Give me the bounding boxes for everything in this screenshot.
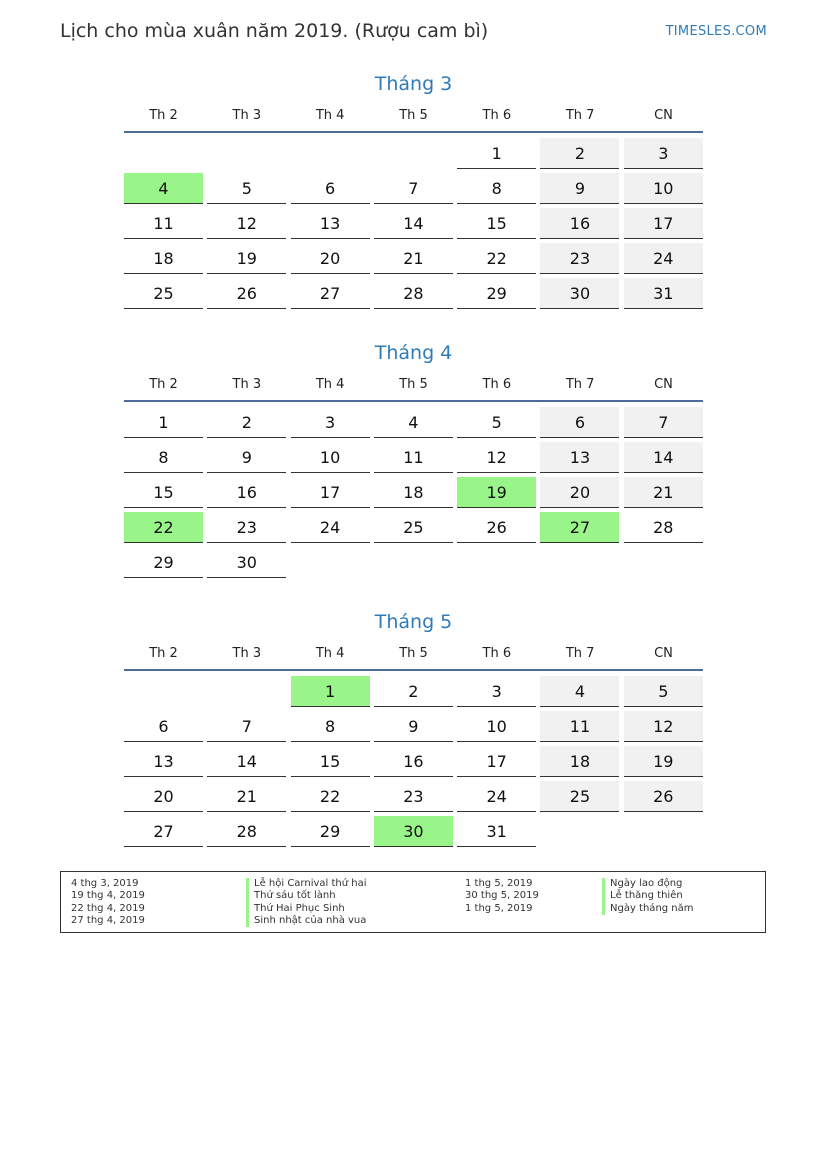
day-cell: 26 <box>207 278 286 309</box>
weekday-label: Th 5 <box>399 377 428 392</box>
weekday-label: Th 3 <box>232 377 262 392</box>
month-section <box>124 70 703 309</box>
weekday-label: Th 3 <box>232 646 262 661</box>
day-cell: 21 <box>624 477 703 508</box>
day-cell: 8 <box>291 711 370 742</box>
day-cell: 12 <box>207 208 286 239</box>
day-cell: 27 <box>291 278 370 309</box>
day-cell: 3 <box>624 138 703 169</box>
empty-day-cell <box>291 547 370 578</box>
empty-day-cell <box>207 676 286 707</box>
legend-holiday-name: Ngày lao động <box>602 878 694 890</box>
day-cell: 27 <box>124 816 203 847</box>
weekday-header <box>124 108 703 133</box>
holiday-legend <box>60 871 766 933</box>
month-title: Tháng 3 <box>374 73 453 95</box>
day-cell: 2 <box>540 138 619 169</box>
day-cell: 24 <box>291 512 370 543</box>
day-cell: 24 <box>624 243 703 274</box>
legend-date: 27 thg 4, 2019 <box>71 914 145 926</box>
day-cell: 28 <box>207 816 286 847</box>
site-link[interactable]: TIMESLES.COM <box>665 24 767 39</box>
day-cell: 30 <box>207 547 286 578</box>
day-cell: 3 <box>457 676 536 707</box>
day-cell: 11 <box>374 442 453 473</box>
empty-day-cell <box>207 138 286 169</box>
day-cell: 18 <box>124 243 203 274</box>
month-section <box>124 339 703 578</box>
legend-date: 30 thg 5, 2019 <box>465 890 539 902</box>
legend-right-dates <box>465 878 539 915</box>
day-cell: 13 <box>124 746 203 777</box>
day-cell: 11 <box>124 208 203 239</box>
day-cell: 23 <box>374 781 453 812</box>
empty-day-cell <box>374 547 453 578</box>
empty-day-cell <box>624 547 703 578</box>
day-cell: 8 <box>124 442 203 473</box>
day-cell: 17 <box>291 477 370 508</box>
day-cell: 16 <box>207 477 286 508</box>
day-cell: 13 <box>291 208 370 239</box>
day-cell: 26 <box>624 781 703 812</box>
legend-holiday-name: Sinh nhật của nhà vua <box>246 915 367 927</box>
day-cell: 25 <box>374 512 453 543</box>
day-grid <box>124 407 703 578</box>
weekday-label: Th 6 <box>482 108 512 123</box>
day-cell: 14 <box>207 746 286 777</box>
legend-date: 22 thg 4, 2019 <box>71 902 145 914</box>
day-cell: 6 <box>124 711 203 742</box>
weekday-label: Th 3 <box>232 108 262 123</box>
day-cell: 14 <box>624 442 703 473</box>
empty-day-cell <box>374 138 453 169</box>
day-cell: 20 <box>124 781 203 812</box>
day-grid <box>124 138 703 309</box>
legend-date: 1 thg 5, 2019 <box>465 878 533 889</box>
empty-day-cell <box>124 138 203 169</box>
legend-holiday-name: Thứ Hai Phục Sinh <box>246 903 367 915</box>
day-cell: 10 <box>291 442 370 473</box>
day-cell: 30 <box>540 278 619 309</box>
day-cell: 9 <box>374 711 453 742</box>
day-cell: 24 <box>457 781 536 812</box>
day-cell: 21 <box>207 781 286 812</box>
weekday-label: Th 5 <box>399 646 428 661</box>
day-cell: 16 <box>540 208 619 239</box>
day-cell: 11 <box>540 711 619 742</box>
day-cell: 29 <box>124 547 203 578</box>
legend-left-names <box>246 878 367 927</box>
day-cell: 15 <box>291 746 370 777</box>
weekday-label: Th 7 <box>565 108 595 123</box>
day-cell: 15 <box>457 208 536 239</box>
weekday-label: Th 6 <box>482 646 512 661</box>
day-cell: 8 <box>457 173 536 204</box>
weekday-label: Th 5 <box>399 108 428 123</box>
weekday-label: Th 4 <box>315 646 345 661</box>
day-cell: 5 <box>624 676 703 707</box>
weekday-header <box>124 377 703 402</box>
empty-day-cell <box>540 816 619 847</box>
day-cell: 18 <box>374 477 453 508</box>
page-title: Lịch cho mùa xuân năm 2019. (Rượu cam bì) <box>60 20 489 42</box>
day-cell: 22 <box>291 781 370 812</box>
day-cell: 16 <box>374 746 453 777</box>
weekday-label: Th 2 <box>149 377 178 392</box>
legend-right-names <box>602 878 694 915</box>
day-cell: 23 <box>207 512 286 543</box>
empty-day-cell <box>291 138 370 169</box>
day-cell: 18 <box>540 746 619 777</box>
weekday-label: Th 2 <box>149 646 178 661</box>
day-cell: 21 <box>374 243 453 274</box>
weekday-label: Th 6 <box>482 377 512 392</box>
day-grid <box>124 676 703 847</box>
holiday-day-cell: 1 <box>291 676 370 707</box>
month-title: Tháng 4 <box>374 342 453 364</box>
day-cell: 3 <box>291 407 370 438</box>
legend-date: 1 thg 5, 2019 <box>465 902 533 914</box>
weekday-label: CN <box>654 108 673 123</box>
day-cell: 4 <box>540 676 619 707</box>
day-cell: 2 <box>374 676 453 707</box>
day-cell: 22 <box>457 243 536 274</box>
legend-date: 4 thg 3, 2019 <box>71 878 139 889</box>
day-cell: 13 <box>540 442 619 473</box>
weekday-label: Th 4 <box>315 108 345 123</box>
day-cell: 20 <box>540 477 619 508</box>
legend-holiday-name: Lễ hội Carnival thứ hai <box>246 878 367 890</box>
day-cell: 23 <box>540 243 619 274</box>
empty-day-cell <box>624 816 703 847</box>
legend-holiday-name: Ngày tháng năm <box>602 903 694 915</box>
empty-day-cell <box>457 547 536 578</box>
day-cell: 15 <box>124 477 203 508</box>
day-cell: 28 <box>374 278 453 309</box>
holiday-day-cell: 19 <box>457 477 536 508</box>
day-cell: 6 <box>291 173 370 204</box>
day-cell: 7 <box>374 173 453 204</box>
day-cell: 12 <box>624 711 703 742</box>
day-cell: 4 <box>374 407 453 438</box>
weekday-label: CN <box>654 646 673 661</box>
legend-holiday-name: Lễ thăng thiên <box>602 890 694 902</box>
day-cell: 12 <box>457 442 536 473</box>
weekday-label: CN <box>654 377 673 392</box>
day-cell: 7 <box>624 407 703 438</box>
weekday-label: Th 2 <box>149 108 178 123</box>
day-cell: 9 <box>540 173 619 204</box>
day-cell: 29 <box>457 278 536 309</box>
legend-left-dates <box>71 878 145 927</box>
holiday-day-cell: 22 <box>124 512 203 543</box>
weekday-label: Th 7 <box>565 646 595 661</box>
day-cell: 14 <box>374 208 453 239</box>
day-cell: 1 <box>124 407 203 438</box>
holiday-day-cell: 30 <box>374 816 453 847</box>
day-cell: 19 <box>624 746 703 777</box>
holiday-day-cell: 27 <box>540 512 619 543</box>
day-cell: 31 <box>624 278 703 309</box>
day-cell: 9 <box>207 442 286 473</box>
day-cell: 6 <box>540 407 619 438</box>
day-cell: 1 <box>457 138 536 169</box>
day-cell: 25 <box>124 278 203 309</box>
day-cell: 26 <box>457 512 536 543</box>
day-cell: 20 <box>291 243 370 274</box>
day-cell: 5 <box>457 407 536 438</box>
weekday-label: Th 4 <box>315 377 345 392</box>
holiday-day-cell: 4 <box>124 173 203 204</box>
day-cell: 28 <box>624 512 703 543</box>
weekday-header <box>124 646 703 671</box>
day-cell: 17 <box>457 746 536 777</box>
month-section <box>124 608 703 847</box>
day-cell: 10 <box>457 711 536 742</box>
day-cell: 2 <box>207 407 286 438</box>
empty-day-cell <box>540 547 619 578</box>
day-cell: 10 <box>624 173 703 204</box>
day-cell: 5 <box>207 173 286 204</box>
day-cell: 31 <box>457 816 536 847</box>
day-cell: 29 <box>291 816 370 847</box>
legend-date: 19 thg 4, 2019 <box>71 890 145 902</box>
day-cell: 19 <box>207 243 286 274</box>
legend-holiday-name: Thứ sáu tốt lành <box>246 890 367 902</box>
weekday-label: Th 7 <box>565 377 595 392</box>
day-cell: 7 <box>207 711 286 742</box>
month-title: Tháng 5 <box>374 611 453 633</box>
day-cell: 25 <box>540 781 619 812</box>
empty-day-cell <box>124 676 203 707</box>
day-cell: 17 <box>624 208 703 239</box>
